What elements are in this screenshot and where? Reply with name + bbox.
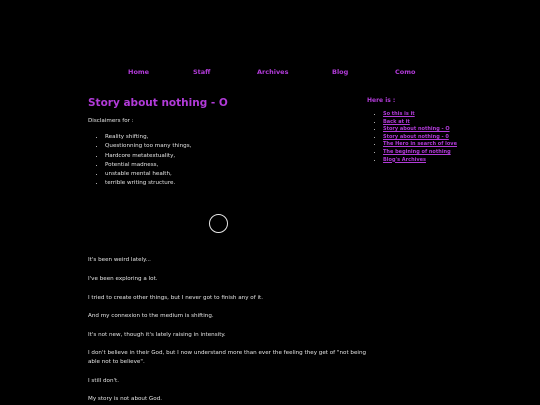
- sidebar-link[interactable]: Story about nothing - 0: [383, 133, 449, 140]
- paragraph: I don't believe in their God, but I now understand more than ever the feeling they get of "not being able not to believe".: [88, 350, 367, 365]
- paragraph: And my connexion to the medium is shifting.: [88, 313, 214, 319]
- nav-blog[interactable]: Blog: [332, 68, 349, 76]
- nav-home[interactable]: Home: [128, 68, 150, 76]
- disclaimer-item: • terrible writing structure.: [105, 179, 191, 188]
- paragraph: I still don't.: [88, 378, 120, 384]
- sidebar-list-item: [383, 134, 457, 142]
- sidebar-list-item: [383, 126, 457, 134]
- sidebar-list-item: [383, 157, 457, 165]
- disclaimer-item: • Reality shifting,: [105, 133, 191, 142]
- sidebar-link[interactable]: Story about nothing - O: [383, 126, 450, 133]
- circle-image: [209, 214, 228, 233]
- sidebar-title: Here is :: [367, 97, 396, 104]
- sidebar-links: [367, 111, 457, 164]
- sidebar-link[interactable]: Back at it: [383, 118, 410, 125]
- disclaimer-item: • Hardcore metatextuality,: [105, 152, 191, 161]
- nav-staff[interactable]: Staff: [193, 68, 211, 76]
- disclaimer-item: • unstable mental health,: [105, 170, 191, 179]
- disclaimer-item: • Potential madness,: [105, 161, 191, 170]
- sidebar-list-item: [383, 119, 457, 127]
- paragraph: My story is not about God.: [88, 396, 163, 402]
- sidebar-list-item: [383, 111, 457, 119]
- paragraph: It's not new, though it's lately raising in intensity.: [88, 332, 226, 338]
- sidebar-link[interactable]: So this is it: [383, 111, 415, 117]
- top-nav: [0, 68, 540, 78]
- nav-como[interactable]: Como: [395, 68, 416, 76]
- paragraph: It's been weird lately...: [88, 257, 151, 263]
- disclaimer-heading: Disclaimers for :: [88, 118, 134, 124]
- sidebar-list-item: [383, 149, 457, 157]
- nav-archives[interactable]: Archives: [257, 68, 289, 76]
- sidebar-link[interactable]: The Hero in search of love: [383, 141, 457, 148]
- sidebar-link[interactable]: The begining of nothing: [383, 148, 451, 155]
- disclaimer-item: • Questionning too many things,: [105, 142, 191, 151]
- post-title: Story about nothing - O: [88, 97, 228, 109]
- paragraph: I tried to create other things, but I never got to finish any of it.: [88, 295, 263, 301]
- paragraph: I've been exploring a lot.: [88, 276, 158, 282]
- sidebar-link[interactable]: Blog's Archives: [383, 156, 426, 163]
- disclaimer-list: [88, 133, 191, 189]
- sidebar-list-item: [383, 141, 457, 149]
